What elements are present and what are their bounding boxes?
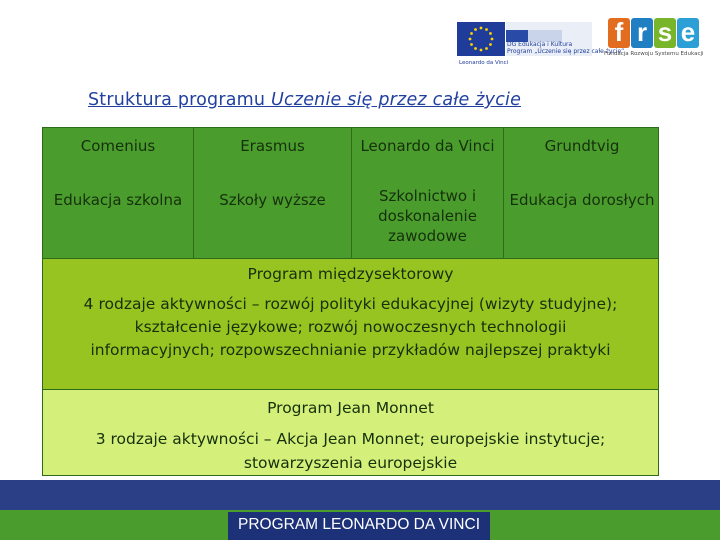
program-column-erasmus	[193, 128, 351, 260]
footer-blue-band	[0, 480, 720, 510]
program-area: Edukacja szkolna	[53, 191, 183, 209]
transversal-description: 4 rodzaje aktywności – rozwój polityki edukacyjnej (wizyty studyjne); kształcenie językowe; rozwój nowoczesnych technologii informacyjnych; rozpowszechnianie przykładów najlepszej praktyki	[83, 295, 618, 359]
leonardo-caption: Leonardo da Vinci	[459, 60, 509, 66]
frse-letter-s: s	[654, 18, 676, 48]
program-name: Comenius	[80, 137, 156, 155]
program-area: Szkoły wyższe	[219, 191, 326, 209]
transversal-title: Program międzysektorowy	[247, 265, 454, 283]
frse-letter-r: r	[631, 18, 653, 48]
program-column-leonardo	[351, 128, 503, 260]
program-column-comenius	[43, 128, 193, 260]
program-column-grundtvig	[503, 128, 660, 260]
jean-monnet-description: 3 rodzaje aktywności – Akcja Jean Monnet; europejskie instytucje; stowarzyszenia europejskie	[95, 430, 606, 472]
program-name: Erasmus	[240, 137, 305, 155]
footer-program-label: PROGRAM LEONARDO DA VINCI	[228, 512, 490, 540]
title-prefix: Struktura programu	[88, 90, 271, 110]
eu-program-line1: DG Edukacja i Kultura	[507, 41, 573, 48]
frse-letter-e: e	[677, 18, 699, 48]
jean-monnet-program-box	[42, 389, 659, 476]
eu-flag-icon	[457, 22, 505, 56]
eu-lifelong-learning-logo	[457, 18, 625, 78]
frse-logo	[604, 18, 704, 68]
eu-program-line2: Program „Uczenie się przez całe życie”	[507, 48, 625, 55]
program-name: Grundtvig	[544, 137, 620, 155]
program-name: Leonardo da Vinci	[360, 137, 495, 155]
program-area: Edukacja dorosłych	[509, 191, 655, 209]
title-italic: Uczenie się przez całe życie	[270, 90, 522, 110]
frse-letters	[608, 18, 699, 48]
program-area: Szkolnictwo i doskonalenie zawodowe	[378, 187, 477, 245]
sector-programs-table	[42, 127, 659, 259]
transversal-program-box	[42, 259, 659, 389]
frse-caption: Fundacja Rozwoju Systemu Edukacji	[604, 51, 704, 57]
page-title	[88, 90, 521, 110]
jean-monnet-title: Program Jean Monnet	[267, 399, 434, 417]
frse-letter-f: f	[608, 18, 630, 48]
